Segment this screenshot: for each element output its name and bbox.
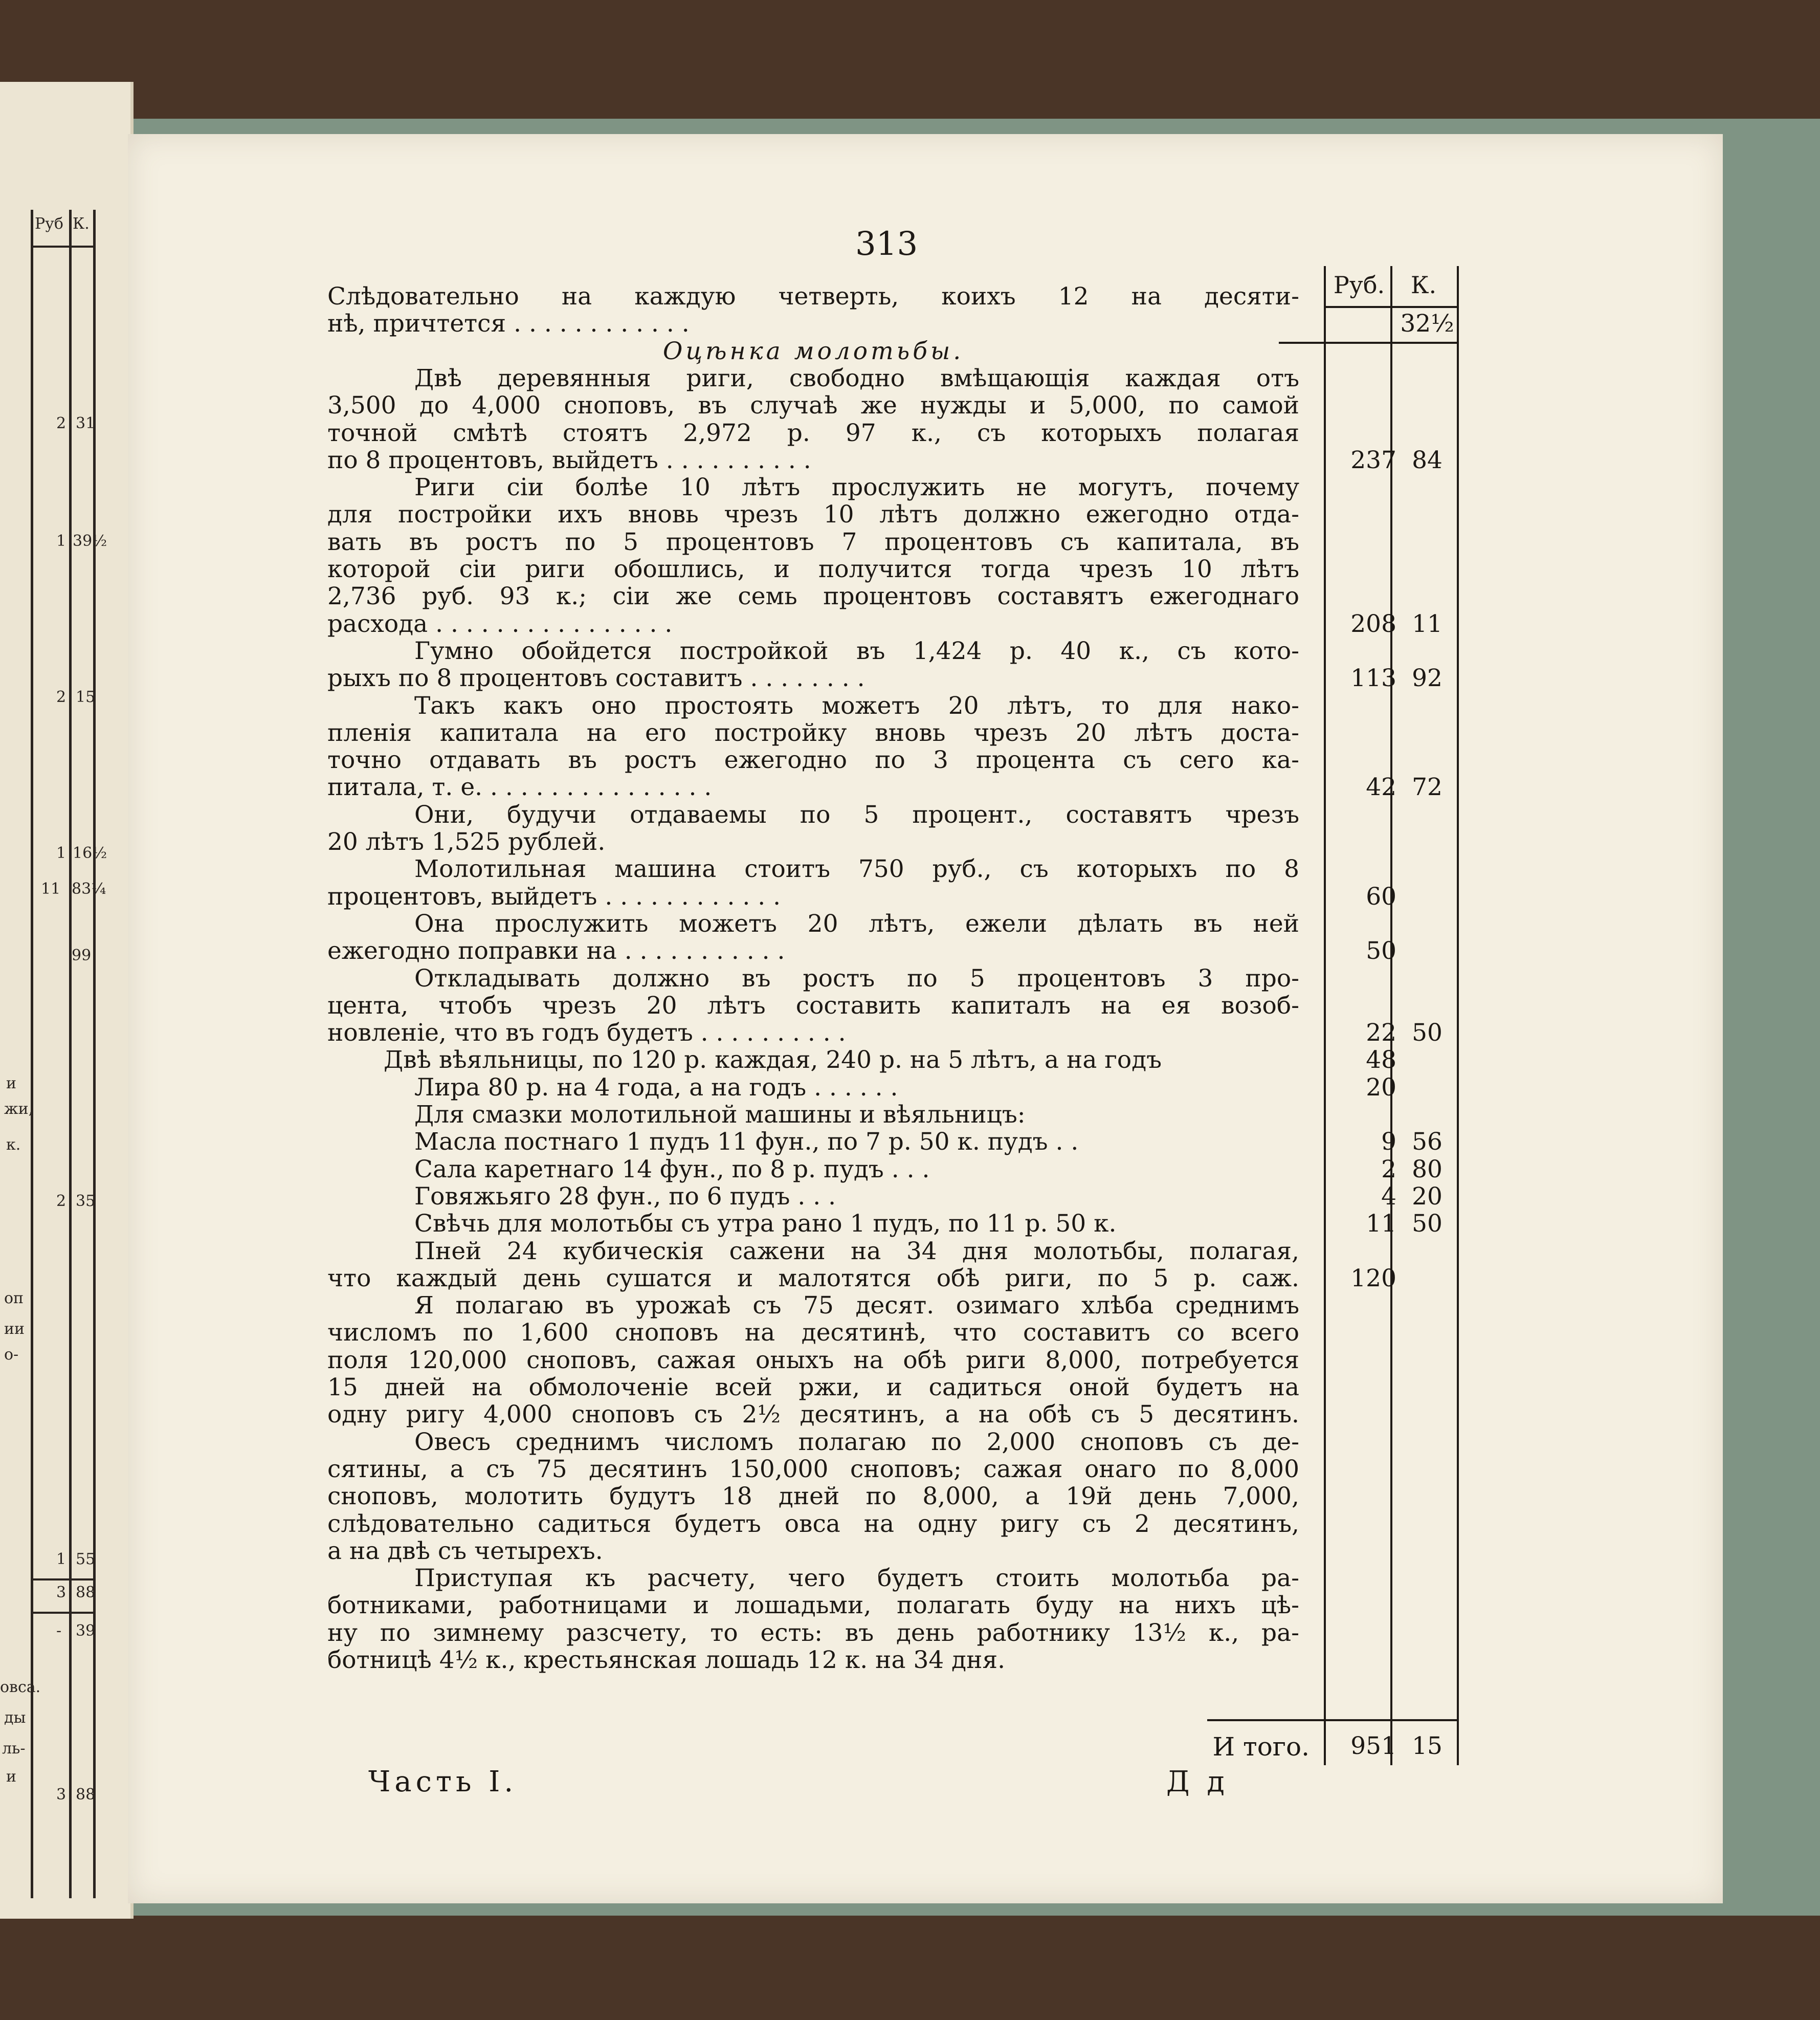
ledger-header-rule xyxy=(1324,306,1458,308)
ledger-rule-mid xyxy=(1390,266,1392,1765)
previous-page-edge xyxy=(0,82,134,1919)
prev-mark: 35 xyxy=(76,1192,96,1210)
footer-signature: Д д xyxy=(1166,1765,1229,1798)
amount-rub: 237 xyxy=(1350,446,1396,474)
amount-rub: 113 xyxy=(1350,664,1396,692)
amount-rub: 9 xyxy=(1381,1128,1396,1156)
text-line: сятины, а съ 75 десятинъ 150,000 сноповъ; сажая онаго по 8,000 xyxy=(327,1455,1299,1483)
text-line: нѣ, причтется . . . . . . . . . . . . xyxy=(327,310,690,338)
amount-kop: 11 xyxy=(1412,610,1442,638)
prev-mark: 11 xyxy=(41,880,61,898)
prev-mark: 31 xyxy=(76,414,96,432)
prev-mark: 1 xyxy=(56,844,66,862)
text-line: Двѣ вѣяльницы, по 120 р. каждая, 240 р. на 5 лѣтъ, а на годъ xyxy=(384,1046,1162,1074)
text-line: 3,500 до 4,000 сноповъ, въ случаѣ же нужды и 5,000, по самой xyxy=(327,391,1299,420)
text-line: точной смѣтѣ стоятъ 2,972 р. 97 к., съ которыхъ полагая xyxy=(327,419,1299,447)
prev-fragment: жи, xyxy=(4,1100,34,1118)
prev-header-rule xyxy=(31,246,93,248)
amount-kop: 50 xyxy=(1412,1210,1442,1238)
prev-sum-rule xyxy=(31,1578,93,1580)
amount-rub: 2 xyxy=(1381,1155,1396,1183)
text-line: Пней 24 кубическія сажени на 34 дня молотьбы, полагая, xyxy=(414,1237,1299,1265)
text-line: по 8 процентовъ, выйдетъ . . . . . . . . . . xyxy=(327,446,811,474)
text-line: Приступая къ расчету, чего будетъ стоить молотьба ра- xyxy=(414,1564,1299,1592)
text-line: Слѣдовательно на каждую четверть, коихъ 12 на десяти- xyxy=(327,282,1299,311)
prev-fragment: к. xyxy=(6,1136,21,1154)
prev-mark: 39 xyxy=(76,1622,96,1640)
text-line: новленіе, что въ годъ будетъ . . . . . . . . . . xyxy=(327,1019,846,1047)
prev-fragment: ии xyxy=(4,1320,25,1338)
prev-fragment: о- xyxy=(4,1346,19,1364)
text-line: 20 лѣтъ 1,525 рублей. xyxy=(327,828,606,856)
prev-fragment: овса. xyxy=(0,1678,41,1696)
text-line: Такъ какъ оно простоять можетъ 20 лѣтъ, то для нако- xyxy=(414,692,1299,720)
prev-mark: 55 xyxy=(76,1550,96,1568)
text-line: ботниками, работницами и лошадьми, полагать буду на нихъ цѣ- xyxy=(327,1591,1299,1619)
ledger-total-rule xyxy=(1207,1719,1458,1721)
prev-mark: 1 xyxy=(56,1550,66,1568)
text-line: Я полагаю въ урожаѣ съ 75 десят. озимаго хлѣба среднимъ xyxy=(414,1291,1299,1320)
ledger-rule-left xyxy=(1324,266,1326,1765)
text-line: Гумно обойдется постройкой въ 1,424 р. 40 к., съ кото- xyxy=(414,637,1299,665)
text-line: 15 дней на обмолоченіе всей ржи, и садиться оной будетъ на xyxy=(327,1373,1299,1401)
text-line: Масла постнаго 1 пудъ 11 фун., по 7 р. 50 к. пудъ . . xyxy=(414,1128,1079,1156)
text-line: Оцѣнка молотьбы. xyxy=(662,337,964,365)
text-line: рыхъ по 8 процентовъ составитъ . . . . . . . . xyxy=(327,664,865,692)
amount-kop: 56 xyxy=(1412,1128,1442,1156)
prev-mark: 99 xyxy=(72,947,92,964)
prev-column-rule xyxy=(31,210,33,1898)
amount-rub: 20 xyxy=(1366,1073,1396,1102)
prev-column-rule xyxy=(93,210,96,1898)
prev-mark: 2 xyxy=(56,1192,66,1210)
text-line: Свѣчь для молотьбы съ утра рано 1 пудъ, по 11 р. 50 к. xyxy=(414,1210,1117,1238)
prev-header-rub: Руб xyxy=(35,215,63,233)
amount-kop: 80 xyxy=(1412,1155,1442,1183)
amount-kop: 20 xyxy=(1412,1182,1442,1211)
total-rub: 951 xyxy=(1350,1732,1396,1760)
prev-mark: 2 xyxy=(56,688,66,706)
text-line: ежегодно поправки на . . . . . . . . . . . xyxy=(327,937,785,965)
prev-mark: 3 xyxy=(56,1786,66,1804)
text-line: Риги сіи болѣе 10 лѣтъ прослужить не могутъ, почему xyxy=(414,473,1299,501)
text-line: Овесъ среднимъ числомъ полагаю по 2,000 сноповъ съ де- xyxy=(414,1428,1299,1456)
text-line: процентовъ, выйдетъ . . . . . . . . . . . . xyxy=(327,883,781,911)
text-line: расхода . . . . . . . . . . . . . . . . xyxy=(327,610,673,638)
prev-mark: 3 xyxy=(56,1584,66,1601)
amount-kop: 84 xyxy=(1412,446,1442,474)
text-line: цента, чтобъ чрезъ 20 лѣтъ составить капиталъ на ея возоб- xyxy=(327,992,1299,1020)
text-line: Они, будучи отдаваемы по 5 процент., составятъ чрезъ xyxy=(414,801,1299,829)
prev-column-rule xyxy=(69,210,72,1898)
text-line: сноповъ, молотить будутъ 18 дней по 8,000, а 19й день 7,000, xyxy=(327,1482,1299,1510)
text-line: одну ригу 4,000 сноповъ съ 2½ десятинъ, а на обѣ съ 5 десятинъ. xyxy=(327,1400,1299,1429)
amount-rub: 4 xyxy=(1381,1182,1396,1211)
text-line: Молотильная машина стоитъ 750 руб., съ которыхъ по 8 xyxy=(414,855,1299,883)
text-line: которой сіи риги обошлись, и получится тогда чрезъ 10 лѣтъ xyxy=(327,555,1299,583)
footer-part: Часть I. xyxy=(368,1765,518,1798)
prev-fragment: оп xyxy=(4,1289,24,1307)
text-line: Откладывать должно въ ростъ по 5 процентовъ 3 про- xyxy=(414,964,1299,993)
prev-mark: 16½ xyxy=(73,844,107,862)
text-line: Двѣ деревянныя риги, свободно вмѣщающія каждая отъ xyxy=(414,364,1299,392)
amount-rub: 11 xyxy=(1366,1210,1396,1238)
prev-header-kop: К. xyxy=(73,215,90,233)
text-line: Говяжьяго 28 фун., по 6 пудъ . . . xyxy=(414,1182,836,1211)
prev-mark: - xyxy=(56,1622,62,1640)
prev-fragment: ль- xyxy=(2,1740,26,1758)
prev-mark: 15 xyxy=(76,688,96,706)
prev-fragment: и xyxy=(6,1768,16,1786)
text-line: Лира 80 р. на 4 года, а на годъ . . . . . . xyxy=(414,1073,898,1102)
prev-mark: 83¼ xyxy=(72,880,106,898)
text-line: слѣдовательно садиться будетъ овса на одну ригу съ 2 десятинъ, xyxy=(327,1510,1299,1538)
prev-mark: 88 xyxy=(76,1786,96,1804)
kop-column-header: К. xyxy=(1410,271,1437,299)
prev-fragment: и xyxy=(6,1074,16,1092)
text-line: питала, т. е. . . . . . . . . . . . . . . . xyxy=(327,773,712,801)
amount-kop: 50 xyxy=(1412,1019,1442,1047)
ledger-subtotal-rule xyxy=(1279,342,1458,344)
prev-fragment: ды xyxy=(4,1709,26,1727)
text-line: числомъ по 1,600 сноповъ на десятинѣ, что составитъ со всего xyxy=(327,1319,1299,1347)
prev-sum-rule xyxy=(31,1612,93,1614)
text-line: а на двѣ съ четырехъ. xyxy=(327,1537,603,1565)
text-line: 2,736 руб. 93 к.; сіи же семь процентовъ составятъ ежегоднаго xyxy=(327,582,1299,610)
amount-rub: 22 xyxy=(1366,1019,1396,1047)
text-line: поля 120,000 сноповъ, сажая оныхъ на обѣ риги 8,000, потребуется xyxy=(327,1346,1299,1374)
prev-mark: 1 xyxy=(56,532,66,550)
prev-mark: 88 xyxy=(76,1584,96,1601)
text-line: ботницѣ 4½ к., крестьянская лошадь 12 к. на 34 дня. xyxy=(327,1646,1006,1674)
text-line: Сала каретнаго 14 фун., по 8 р. пудъ . . . xyxy=(414,1155,930,1183)
amount-rub: 50 xyxy=(1366,937,1396,965)
amount-kop: 32½ xyxy=(1400,310,1454,338)
amount-rub: 208 xyxy=(1350,610,1396,638)
total-kop: 15 xyxy=(1412,1732,1442,1760)
total-label: И того. xyxy=(1212,1732,1309,1762)
text-line: Она прослужить можетъ 20 лѣтъ, ежели дѣлать въ ней xyxy=(414,910,1299,938)
text-line: Для смазки молотильной машины и вѣяльницъ: xyxy=(414,1101,1026,1129)
amount-rub: 42 xyxy=(1366,773,1396,801)
amount-kop: 92 xyxy=(1412,664,1442,692)
prev-mark: 39½ xyxy=(73,532,107,550)
amount-rub: 60 xyxy=(1366,883,1396,911)
text-line: точно отдавать въ ростъ ежегодно по 3 процента съ сего ка- xyxy=(327,746,1299,774)
ledger-rule-right xyxy=(1457,266,1459,1765)
text-line: что каждый день сушатся и малотятся обѣ риги, по 5 р. саж. xyxy=(327,1264,1299,1292)
page-number: 313 xyxy=(855,225,918,263)
amount-rub: 120 xyxy=(1350,1264,1396,1292)
prev-mark: 2 xyxy=(56,414,66,432)
text-line: пленія капитала на его постройку вновь чрезъ 20 лѣтъ доста- xyxy=(327,719,1299,747)
text-line: для постройки ихъ вновь чрезъ 10 лѣтъ должно ежегодно отда- xyxy=(327,500,1299,529)
rub-column-header: Руб. xyxy=(1333,271,1385,299)
text-line: ну по зимнему разсчету, то есть: въ день работнику 13½ к., ра- xyxy=(327,1619,1299,1647)
amount-rub: 48 xyxy=(1366,1046,1396,1074)
amount-kop: 72 xyxy=(1412,773,1442,801)
text-line: вать въ ростъ по 5 процентовъ 7 процентовъ съ капитала, въ xyxy=(327,528,1299,556)
